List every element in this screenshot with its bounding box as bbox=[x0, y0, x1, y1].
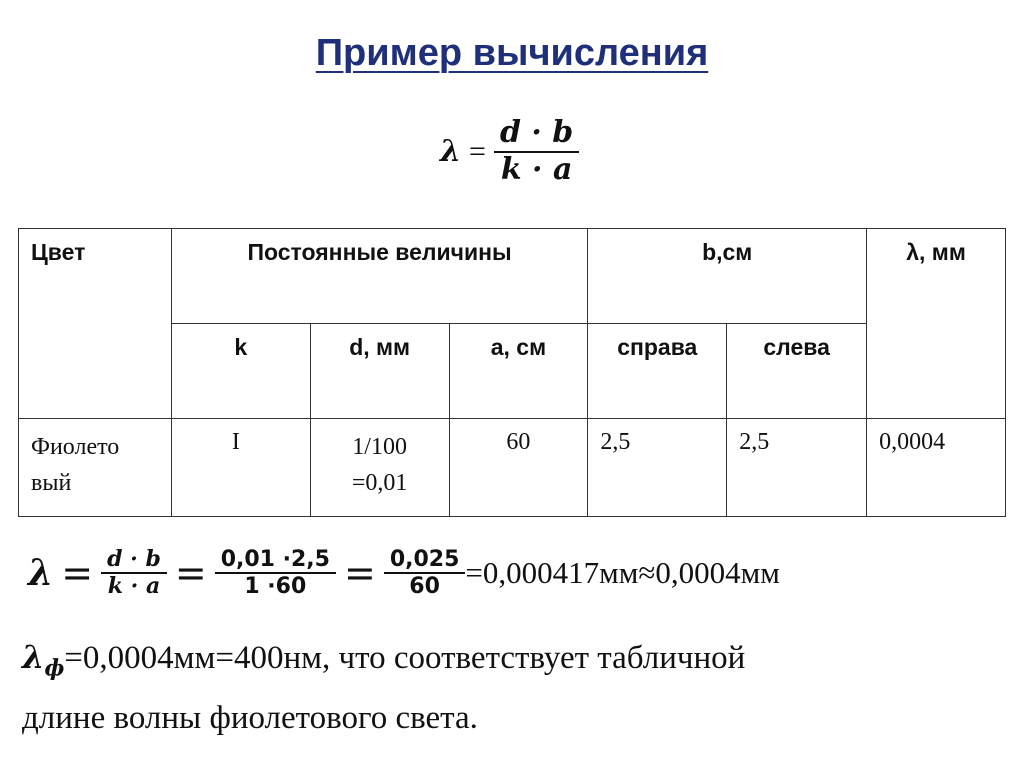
page-title: Пример вычисления bbox=[315, 32, 709, 74]
result-line2: длине волны фиолетового света. bbox=[22, 700, 478, 737]
subheader-d: d, мм bbox=[310, 324, 449, 419]
data-table bbox=[18, 228, 1006, 517]
subheader-right: справа bbox=[588, 324, 727, 419]
table-row bbox=[19, 419, 1006, 517]
cell-color: Фиолето вый bbox=[19, 419, 172, 517]
calc-equals-1: = bbox=[61, 551, 94, 596]
formula-numerator: d · b bbox=[494, 116, 579, 153]
result-line1: =0,0004мм=400нм, что соответствует табличной bbox=[64, 640, 746, 676]
calc-fraction-3: $\frac{0,025}{60}$ bbox=[384, 547, 466, 600]
cell-left: 2,5 bbox=[727, 419, 867, 517]
cell-right: 2,5 bbox=[588, 419, 727, 517]
formula-denominator: k · a bbox=[500, 151, 573, 187]
calc-lambda: λ bbox=[28, 552, 54, 595]
cell-lambda: 0,0004 bbox=[867, 419, 1006, 517]
result-lambda: $\lambda_ф$ bbox=[22, 638, 65, 682]
calc-result: =0,000417мм≈0,0004мм bbox=[465, 555, 780, 591]
formula-calculation bbox=[28, 547, 780, 600]
calc-equals-3: = bbox=[343, 551, 376, 596]
cell-k: I bbox=[171, 419, 310, 517]
formula-lambda: λ bbox=[440, 134, 462, 169]
formula-equals: = bbox=[469, 134, 486, 168]
formula-fraction bbox=[494, 116, 579, 187]
formula-definition bbox=[440, 116, 579, 187]
calc-equals-2: = bbox=[174, 551, 207, 596]
subheader-a: a, см bbox=[449, 324, 588, 419]
subheader-k: k bbox=[171, 324, 310, 419]
header-constants: Постоянные величины bbox=[171, 229, 587, 324]
cell-a: 60 bbox=[449, 419, 588, 517]
header-lambda: λ, мм bbox=[867, 229, 1006, 419]
calc-fraction-2: $\frac{0,01 \cdot 2,5}{1 \cdot 60}$ bbox=[215, 547, 336, 600]
result-statement bbox=[22, 632, 1022, 743]
cell-d: 1/100 =0,01 bbox=[310, 419, 449, 517]
calc-fraction-1: $\frac{d \cdot b}{k \cdot a}$ bbox=[101, 547, 167, 600]
subheader-left: слева bbox=[727, 324, 867, 419]
header-color: Цвет bbox=[19, 229, 172, 419]
header-b: b,см bbox=[588, 229, 867, 324]
